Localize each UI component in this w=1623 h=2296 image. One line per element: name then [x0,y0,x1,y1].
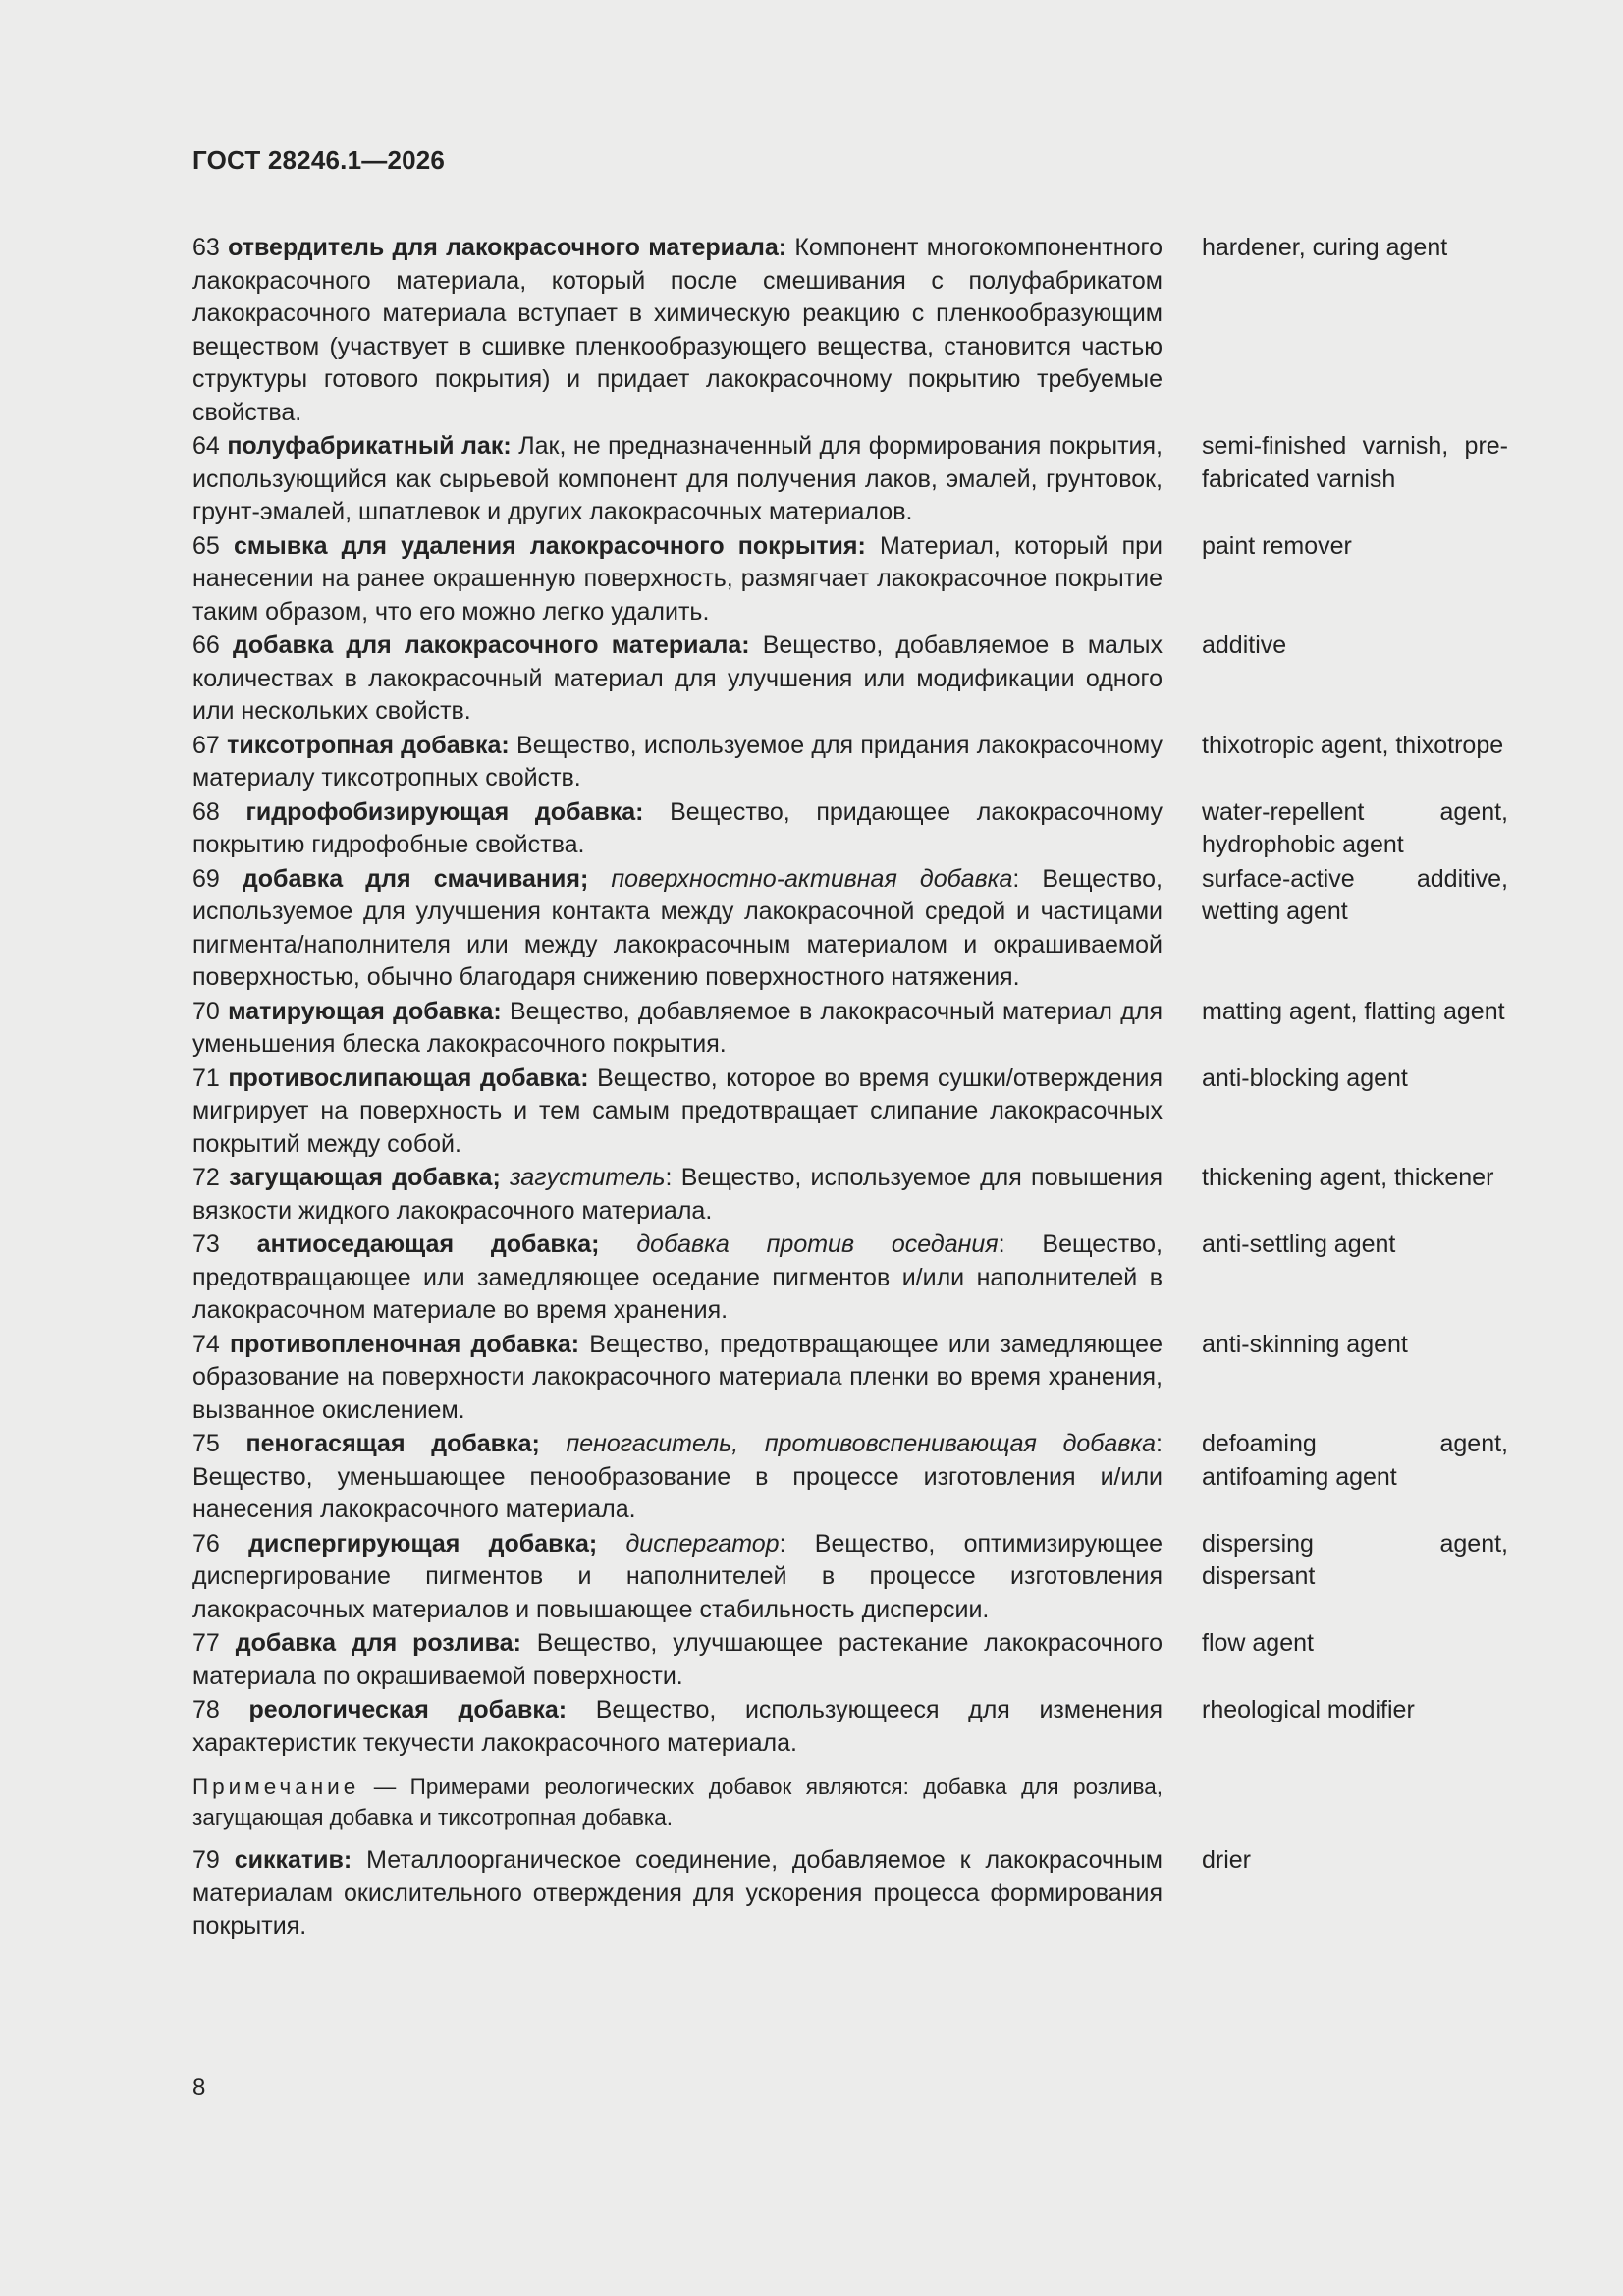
term-russian [192,1162,1163,1228]
term-definition: Вещество, используемое для улучшения контакта между лакокрасочной средой и частицами пигмента/наполнителя или между лакокрасочным материалом и окрашиваемой поверхностью, обычно благодаря снижению поверхностного натяжения. [192,864,1163,991]
term-title-end: : [1012,864,1020,893]
term-title: гидрофобизирующая добавка: [245,797,644,826]
term-number: 67 [192,731,220,759]
term-number: 78 [192,1696,220,1723]
term-title: пеногасящая добавка; [245,1430,540,1457]
term-title: загущающая добавка; [229,1164,501,1191]
term-entry [192,1844,1508,1943]
term-definition: Вещество, которое во время сушки/отверждения мигрирует на поверхность и тем самым предотвращает слипание лакокрасочных покрытий между собой. [192,1064,1163,1158]
term-definition: Вещество, добавляемое в лакокрасочный материал для уменьшения блеска лакокрасочного покрытия. [192,997,1163,1058]
term-number: 72 [192,1164,220,1191]
term-english: rheological modifier [1202,1696,1415,1723]
term-definition: Вещество, используемое для придания лакокрасочному материалу тиксотропных свойств. [192,731,1163,792]
term-number: 73 [192,1230,220,1258]
term-number: 70 [192,997,220,1025]
note [192,1772,1163,1832]
term-russian [192,1627,1163,1693]
term-entry [192,863,1508,995]
note-text: — Примерами реологических добавок являются: добавка для розлива, загущающая добавка и тиксотропная добавка. [192,1775,1163,1830]
term-number: 63 [192,234,220,261]
term-synonym: загуститель [510,1164,666,1191]
term-number: 74 [192,1330,220,1358]
term-english: defoaming agent, antifoaming agent [1202,1430,1508,1491]
page-number: 8 [192,2074,206,2101]
term-entry [192,1528,1508,1627]
term-english: dispersing agent, dispersant [1202,1529,1508,1590]
term-definition: Металлоорганическое соединение, добавляемое к лакокрасочным материалам окислительного отверждения для ускорения процесса формирования покрытия. [192,1846,1163,1940]
term-russian [192,863,1163,995]
term-number: 76 [192,1529,220,1558]
term-definition: Компонент многокомпонентного лакокрасочного материала, который после смешивания с полуфабрикатом лакокрасочного материала вступает в химическую реакцию с пленкообразующим веществом (участвует в сшивке пленкообразующего вещества, становится частью структуры готового покрытия) и придает лакокрасочному покрытию требуемые свойства. [192,234,1163,426]
term-entry [192,629,1508,729]
term-english: thickening agent, thickener [1202,1164,1494,1191]
term-number: 77 [192,1629,220,1657]
term-entry [192,796,1508,862]
term-russian [192,1329,1163,1428]
standard-header: ГОСТ 28246.1—2026 [192,145,446,175]
terms-group-primary [192,232,1508,1760]
term-entry [192,232,1508,429]
term-russian [192,1063,1163,1162]
term-number: 79 [192,1846,220,1874]
term-title: отвердитель для лакокрасочного материала: [228,234,787,261]
term-separator [501,1164,510,1191]
term-definition: Вещество, придающее лакокрасочному покрытию гидрофобные свойства. [192,797,1163,858]
term-entry [192,1229,1508,1328]
terms-list [192,232,1508,1944]
term-title: добавка для лакокрасочного материала: [232,631,750,659]
term-title: добавка для розлива: [235,1629,521,1657]
term-separator [600,1230,637,1258]
term-entry [192,1627,1508,1693]
term-title: сиккатив: [234,1846,352,1874]
term-number: 68 [192,797,220,826]
term-synonym: пеногаситель, противовспенивающая добавка [566,1430,1157,1457]
term-number: 69 [192,864,220,893]
term-english: semi-finished varnish, pre-fabricated varnish [1202,432,1508,493]
term-title: тиксотропная добавка: [227,731,510,759]
term-title: матирующая добавка: [228,997,502,1025]
term-russian [192,232,1163,429]
term-title-end: : [779,1529,786,1558]
term-definition: Вещество, используемое для повышения вязкости жидкого лакокрасочного материала. [192,1164,1163,1225]
term-entry [192,430,1508,529]
term-english: anti-blocking agent [1202,1064,1408,1092]
term-title: антиоседающая добавка; [256,1230,600,1258]
term-entry [192,730,1508,795]
term-definition: Вещество, улучшающее растекание лакокрасочного материала по окрашиваемой поверхности. [192,1629,1163,1690]
term-russian [192,796,1163,862]
term-title: смывка для удаления лакокрасочного покрытия: [233,531,866,560]
term-english: paint remover [1202,531,1352,560]
term-separator [588,865,611,893]
term-title: добавка для смачивания; [242,864,589,893]
term-entry [192,530,1508,629]
term-russian [192,996,1163,1062]
term-definition: Материал, который при нанесении на ранее окрашенную поверхность, размягчает лакокрасочное покрытие таким образом, что его можно легко удалить. [192,531,1163,626]
term-english: water-repellent agent, hydrophobic agent [1202,797,1508,858]
term-definition: Вещество, предотвращающее или замедляющее оседание пигментов и/или наполнителей в лакокрасочном материале во время хранения. [192,1230,1163,1324]
term-synonym: диспергатор [625,1529,780,1558]
term-english: matting agent, flatting agent [1202,997,1505,1025]
term-entry [192,1428,1508,1527]
term-definition: Вещество, предотвращающее или замедляющее образование на поверхности лакокрасочного материала пленки во время хранения, вызванное окислением. [192,1330,1163,1424]
term-english: hardener, curing agent [1202,234,1448,261]
term-entry [192,1063,1508,1162]
term-entry [192,1329,1508,1428]
term-russian [192,1844,1163,1943]
term-definition: Вещество, уменьшающее пенообразование в процессе изготовления и/или нанесения лакокрасочного материала. [192,1462,1163,1523]
term-title: полуфабрикатный лак: [227,432,512,460]
term-entry [192,996,1508,1062]
term-russian [192,730,1163,795]
term-title: противослипающая добавка: [228,1064,589,1092]
term-russian [192,1428,1163,1527]
term-entry [192,1694,1508,1760]
term-russian [192,629,1163,729]
terms-group-final [192,1844,1508,1943]
term-synonym: поверхностно-активная добавка [611,864,1013,893]
term-separator [540,1430,567,1457]
term-russian [192,430,1163,529]
term-number: 66 [192,631,220,659]
term-number: 71 [192,1064,220,1092]
term-russian [192,1694,1163,1760]
term-title: реологическая добавка: [248,1696,568,1723]
term-separator [597,1530,625,1558]
term-english: anti-settling agent [1202,1230,1396,1258]
term-title: противопленочная добавка: [230,1330,580,1358]
term-title-end: : [1156,1430,1163,1457]
term-definition: Лак, не предназначенный для формирования покрытия, использующийся как сырьевой компонент для получения лаков, эмалей, грунтовок, грунт-эмалей, шпатлевок и других лакокрасочных материалов. [192,432,1163,525]
term-number: 65 [192,531,220,560]
term-title-end: : [998,1230,1005,1258]
term-english: thixotropic agent, thixotrope [1202,731,1504,759]
term-title-end: : [665,1164,673,1191]
term-definition: Вещество, использующееся для изменения характеристик текучести лакокрасочного материала. [192,1696,1163,1757]
term-russian [192,1229,1163,1328]
term-title: диспергирующая добавка; [248,1529,598,1558]
term-synonym: добавка против оседания [636,1230,999,1258]
term-english: drier [1202,1846,1252,1874]
term-english: additive [1202,631,1287,659]
term-definition: Вещество, оптимизирующее диспергирование пигментов и наполнителей в процессе изготовления лакокрасочных материалов и повышающее стабильность дисперсии. [192,1529,1163,1623]
term-russian [192,530,1163,629]
note-label: Примечание [192,1775,360,1799]
term-definition: Вещество, добавляемое в малых количествах в лакокрасочный материал для улучшения или модификации одного или нескольких свойств. [192,631,1163,725]
term-english: flow agent [1202,1629,1314,1657]
term-entry [192,1162,1508,1228]
term-number: 75 [192,1430,220,1457]
term-russian [192,1528,1163,1627]
term-english: anti-skinning agent [1202,1330,1408,1358]
term-english: surface-active additive, wetting agent [1202,864,1508,925]
term-number: 64 [192,432,220,460]
